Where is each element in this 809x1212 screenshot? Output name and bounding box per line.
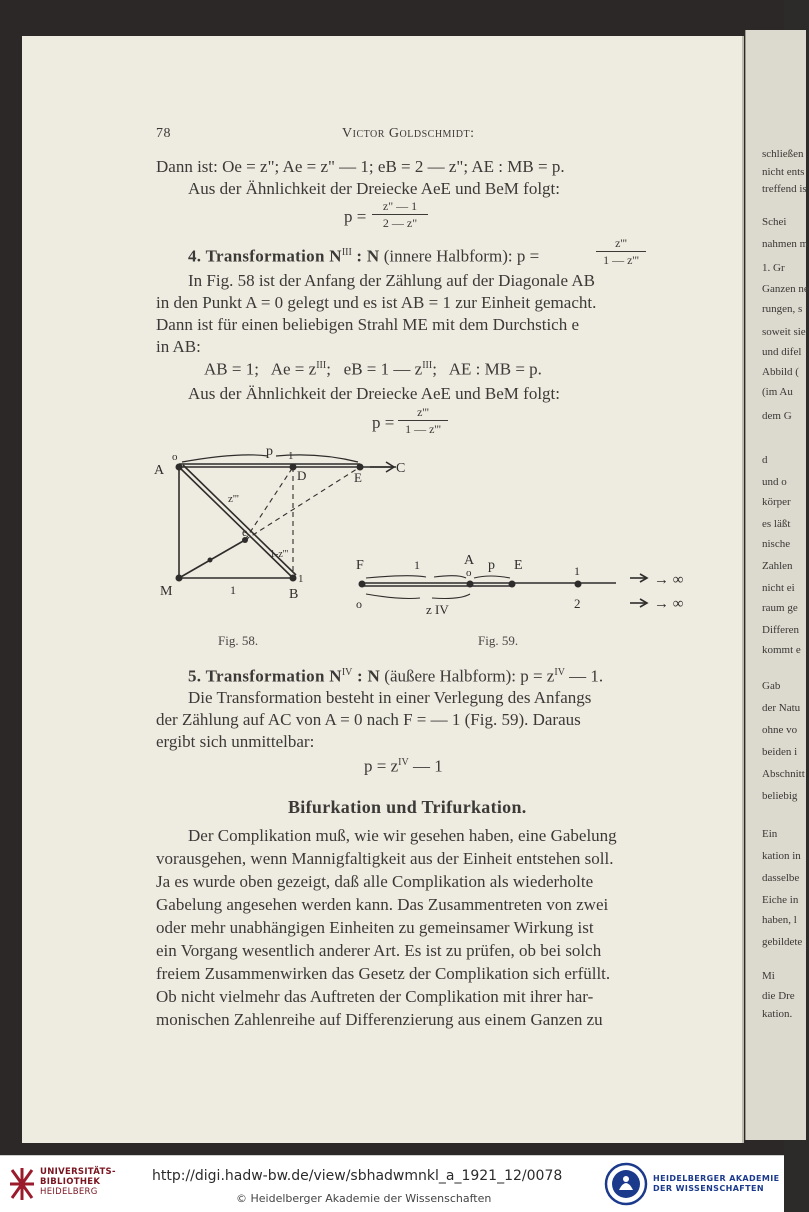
next-page-fragment: Mi <box>762 970 775 982</box>
fig58-label-D: D <box>297 468 307 483</box>
next-page-fragment: dem G <box>762 410 792 422</box>
running-title: Victor Goldschmidt: <box>342 126 475 141</box>
next-page-fragment: Ein <box>762 828 778 840</box>
fig59-label-p: p <box>488 558 495 573</box>
bif-line-6: ein Vorgang wesentlich anderer Art. Es ist zu prüfen, ob bei solch <box>156 941 602 960</box>
fig58-label-one-right: 1 <box>298 573 304 585</box>
eq1-fraction <box>372 199 428 230</box>
bif-line-5: oder mehr unabhängigen Einheiten zu gemeinsamer Wirkung ist <box>156 918 594 937</box>
fig58-label-z3: z''' <box>228 493 239 505</box>
eq3: $p = z^{IV}$ — 1 <box>364 756 443 776</box>
section-4-fraction: z''' 1 — z''' <box>596 236 646 267</box>
section-4-heading: 4. Transformation $N^{III}$ : N (innere Halbform): p = <box>188 246 540 266</box>
bif-line-8: Ob nicht vielmehr das Auftreten der Complikation mit ihrer har- <box>156 987 594 1006</box>
body-line-1: Dann ist: Oe = z"; Ae = z" — 1; eB = 2 — z"; AE : MB = p. <box>156 157 565 176</box>
fig59-label-inf2: → ∞ <box>654 596 684 612</box>
fig59-label-zero: o <box>356 597 362 611</box>
next-page-fragment: nicht ents <box>762 166 805 178</box>
para4-line-3: Dann ist für einen beliebigen Strahl ME mit dem Durchstich e <box>156 315 580 334</box>
book-page <box>22 36 742 1143</box>
next-page-fragment: und difel <box>762 346 802 358</box>
fig59-caption: Fig. 59. <box>478 633 519 648</box>
next-page-fragment: es läßt <box>762 518 791 530</box>
next-page-fragment: 1. Gr <box>762 262 785 274</box>
next-page-fragment: raum ge <box>762 602 798 614</box>
fig58-label-A: A <box>154 463 165 478</box>
fig58-label-one-top: 1 <box>288 450 294 462</box>
next-page-fragment: und o <box>762 476 787 488</box>
bif-line-7: freiem Zusammenwirken das Gesetz der Complikation sich erfüllt. <box>156 964 611 983</box>
viewer-footer <box>0 1155 784 1212</box>
next-page-fragment: beiden i <box>762 746 798 758</box>
next-page-fragment: (im Au <box>762 386 793 398</box>
fig59-label-F: F <box>356 558 364 573</box>
next-page-fragment: Abschnitt <box>762 768 805 780</box>
eq2-fraction: z''' 1 — z''' <box>398 405 448 436</box>
ub-heidelberg-logo-icon[interactable] <box>8 1164 36 1204</box>
para5-line-1: Die Transformation besteht in einer Verlegung des Anfangs <box>188 688 592 707</box>
para4-line-1: In Fig. 58 ist der Anfang der Zählung auf der Diagonale AB <box>188 271 595 290</box>
copyright-notice: © Heidelberger Akademie der Wissenschaften <box>236 1192 492 1205</box>
next-page-fragment: Gab <box>762 680 781 692</box>
fig58-label-B: B <box>289 587 299 602</box>
next-page-fragment: Ganzen ne <box>762 283 809 295</box>
next-page-fragment: ohne vo <box>762 724 798 736</box>
fig58-label-one-bottom: 1 <box>230 583 236 597</box>
para5-line-2: der Zählung auf AC von A = 0 nach F = — 1 (Fig. 59). Daraus <box>156 710 581 729</box>
next-page-fragment: Eiche in <box>762 894 799 906</box>
eq2-lhs: p = <box>372 413 395 432</box>
next-page-fragment: der Natu <box>762 702 801 714</box>
next-page-fragment: Differen <box>762 624 800 636</box>
section-5-heading: 5. Transformation $N^{IV}$ : N (äußere Halbform): $p = z^{IV}$ — 1. <box>188 666 604 686</box>
eq1-denominator: 2 — z" <box>382 216 418 230</box>
para4-equation: AB = 1; $Ae = z^{III}$; eB = 1 — $z^{III}$; AE : MB = p. <box>204 359 542 379</box>
fig59-label-one-far: 1 <box>574 564 580 578</box>
fig59-label-A: A <box>464 553 475 568</box>
fig58-caption: Fig. 58. <box>218 633 259 648</box>
fig58-label-one-minus: 1-z''' <box>270 549 289 560</box>
next-page-fragment: rungen, s <box>762 303 803 315</box>
next-page-fragment: kation. <box>762 1008 793 1020</box>
bif-line-4: Gabelung angesehen werden kann. Das Zusammentreten von zwei <box>156 895 609 914</box>
next-page-fragment: treffend is <box>762 183 807 195</box>
fig59-label-E: E <box>514 558 523 573</box>
body-line-aus2: Aus der Ähnlichkeit der Dreiecke AeE und BeM folgt: <box>188 384 561 403</box>
next-page-fragment: die Dre <box>762 990 795 1002</box>
para4-line-4: in AB: <box>156 337 201 356</box>
fig58-label-M: M <box>160 584 173 599</box>
fig58-label-C: C <box>396 461 406 476</box>
bif-line-3: Ja es wurde oben gezeigt, daß alle Complikation als wiederholte <box>156 872 594 891</box>
para4-line-2: in den Punkt A = 0 gelegt und es ist AB = 1 zur Einheit gemacht. <box>156 293 597 312</box>
next-page-fragment: nahmen m <box>762 238 809 250</box>
body-line-2: Aus der Ähnlichkeit der Dreiecke AeE und BeM folgt: <box>188 179 561 198</box>
next-page-edge <box>745 30 809 1140</box>
next-page-fragment: beliebig <box>762 790 798 802</box>
next-page-fragment: d <box>762 454 768 466</box>
fig58-label-e: e <box>242 525 248 539</box>
page-number: 78 <box>156 126 171 141</box>
next-page-fragment: kommt e <box>762 644 801 656</box>
para5-line-3: ergibt sich unmittelbar: <box>156 732 315 751</box>
next-page-fragment: Schei <box>762 216 787 228</box>
bif-line-9: monischen Zahlenreihe auf Differenzierung aus einem Ganzen zu <box>156 1010 603 1029</box>
next-page-fragment: kation in <box>762 850 801 862</box>
fig59-label-two: 2 <box>574 596 581 611</box>
ub-heidelberg-name[interactable]: UNIVERSITÄTS- BIBLIOTHEK HEIDELBERG <box>40 1167 116 1197</box>
section-title: Bifurkation und Trifurkation. <box>288 797 527 817</box>
eq1-lhs: p = <box>344 207 367 226</box>
next-page-fragment: nische <box>762 538 791 550</box>
next-page-fragment: gebildete <box>762 936 803 948</box>
fig59-label-o: o <box>466 567 472 579</box>
next-page-fragment: dasselbe <box>762 872 800 884</box>
next-page-fragment: haben, l <box>762 914 797 926</box>
fig59-label-inf1: → ∞ <box>654 572 684 588</box>
next-page-fragment: schließen <box>762 148 804 160</box>
academy-name[interactable]: HEIDELBERGER AKADEMIE DER WISSENSCHAFTEN <box>653 1174 780 1193</box>
next-page-fragment: soweit sie <box>762 326 806 338</box>
fig59-label-one: 1 <box>414 558 420 572</box>
fig58-label-E: E <box>354 470 362 485</box>
fig58-label-p: p <box>266 444 273 459</box>
next-page-fragment: körper <box>762 496 791 508</box>
fig59-label-z4: z IV <box>426 602 449 617</box>
fraction-bar <box>372 214 428 215</box>
figure-59 <box>340 553 700 636</box>
next-page-fragment: Abbild ( <box>762 366 799 378</box>
fig58-label-o: o <box>172 451 178 463</box>
permalink-url[interactable]: http://digi.hadw-bw.de/view/sbhadwmnkl_a_1921_12/0078 <box>152 1168 563 1184</box>
eq1-numerator: z" — 1 <box>382 199 418 213</box>
academy-seal-icon[interactable] <box>604 1162 648 1206</box>
bif-line-1: Der Complikation muß, wie wir gesehen haben, eine Gabelung <box>188 826 617 845</box>
next-page-fragment: Zahlen <box>762 560 793 572</box>
next-page-fragment: nicht ei <box>762 582 795 594</box>
bif-line-2: vorausgehen, wenn Mannigfaltigkeit aus der Einheit entstehen soll. <box>156 849 614 868</box>
